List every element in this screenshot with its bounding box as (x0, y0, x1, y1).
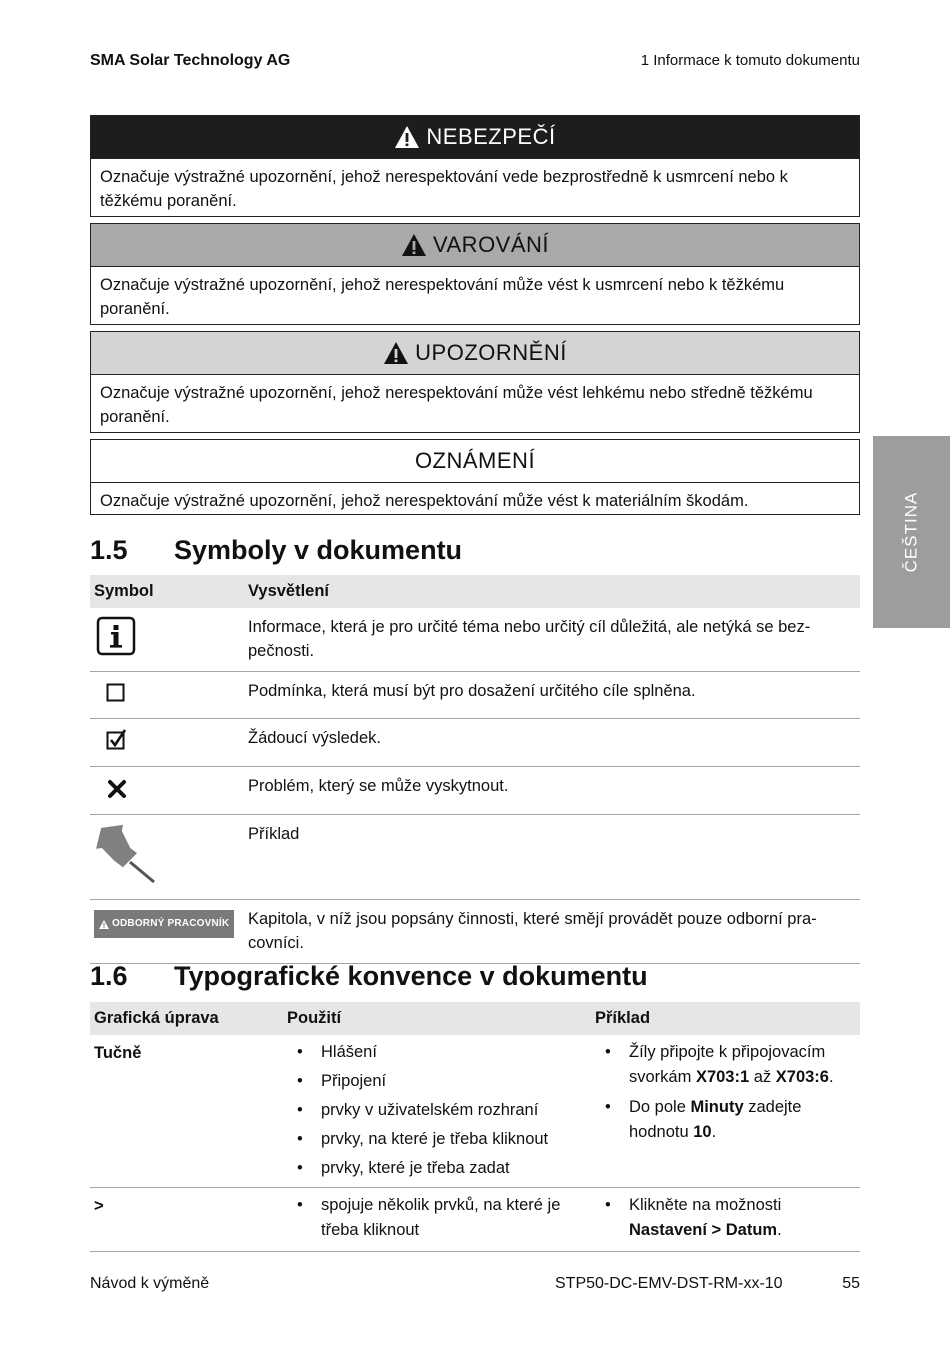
symbol-explanation: Příklad (244, 815, 860, 900)
list-item: • spojuje několik prvků, na které je třeba kliknout (283, 1193, 587, 1242)
symbol-explanation: Žádoucí výsledek. (244, 719, 860, 767)
notice-text: Označuje výstražné upozornění, jehož nerespektování může vést k materiálním škodám. (100, 492, 749, 510)
usage-list (283, 1193, 587, 1242)
pushpin-icon (96, 822, 158, 884)
section-title: Symboly v dokumentu (174, 535, 463, 565)
symbol-explanation: Podmínka, která musí být pro dosažení určitého cíle splněna. (244, 672, 860, 719)
symbol-explanation: Informace, která je pro určité téma nebo určitý cíl důležitá, ale netýká se bez-pečnosti. (244, 608, 860, 672)
section-title: Typografické konvence v dokumentu (174, 961, 648, 991)
symbol-explanation: Kapitola, v níž jsou popsány činnosti, které smějí provádět pouze odborní pra-covníci. (244, 900, 860, 964)
example-list (591, 1193, 856, 1242)
table-row (90, 719, 860, 767)
header-company: SMA Solar Technology AG (90, 52, 291, 69)
badge-label: ODBORNÝ PRACOVNÍK (112, 918, 230, 929)
column-header-example: Příklad (591, 1002, 860, 1035)
danger-title-bar (91, 116, 859, 159)
list-item: • prvky v uživatelském rozhraní (283, 1098, 587, 1123)
usage-list (283, 1040, 587, 1181)
warning-title: VAROVÁNÍ (432, 232, 550, 257)
caution-text: Označuje výstražné upozornění, jehož nerespektování může vést lehkému nebo středně těžkému poranění. (100, 384, 813, 426)
symbols-table (90, 575, 860, 964)
caution-title-bar (91, 332, 859, 375)
format-cell: Tučně (90, 1035, 283, 1188)
column-header-explanation: Vysvětlení (244, 575, 860, 608)
column-header-symbol: Symbol (90, 575, 244, 608)
list-item: • Žíly připojte k připojovacím svorkám X703:1 až X703:6. (591, 1040, 856, 1089)
language-label: ČEŠTINA (901, 491, 921, 573)
warning-triangle-icon (383, 341, 409, 365)
table-header-row (90, 1002, 860, 1035)
column-header-usage: Použití (283, 1002, 591, 1035)
table-row (90, 767, 860, 815)
caution-title: UPOZORNĚNÍ (415, 340, 567, 365)
footer-doc-title: Návod k výměně (90, 1275, 210, 1292)
list-item: • Připojení (283, 1069, 587, 1094)
notice-title: OZNÁMENÍ (414, 448, 536, 473)
caution-box (90, 331, 860, 433)
qualified-person-badge (94, 910, 234, 938)
list-item: • Do pole Minuty zadejte hodnotu 10. (591, 1095, 856, 1144)
header-chapter: 1 Informace k tomuto dokumentu (640, 52, 860, 69)
table-row (90, 900, 860, 964)
warning-triangle-icon (99, 920, 109, 929)
table-row (90, 1188, 860, 1252)
table-row (90, 608, 860, 672)
symbol-explanation: Problém, který se může vyskytnout. (244, 767, 860, 815)
warning-triangle-icon (394, 125, 420, 149)
footer-doc-code: STP50-DC-EMV-DST-RM-xx-10 (555, 1275, 783, 1292)
page-number: 55 (842, 1275, 860, 1292)
list-item: • prvky, které je třeba zadat (283, 1156, 587, 1181)
warning-box (90, 223, 860, 325)
checked-checkbox-icon (106, 729, 128, 751)
section-heading-1-6 (90, 961, 648, 992)
notice-box (90, 439, 860, 515)
info-icon (96, 616, 136, 656)
table-header-row (90, 575, 860, 608)
danger-title: NEBEZPEČÍ (426, 124, 556, 149)
list-item: • prvky, na které je třeba kliknout (283, 1127, 587, 1152)
section-heading-1-5 (90, 535, 462, 566)
cross-icon (107, 779, 127, 799)
format-cell: > (90, 1188, 283, 1252)
column-header-format: Grafická úprava (90, 1002, 283, 1035)
table-row (90, 815, 860, 900)
section-number: 1.6 (90, 961, 128, 991)
danger-box (90, 115, 860, 217)
warning-text: Označuje výstražné upozornění, jehož nerespektování může vést k usmrcení nebo k těžkému poranění. (100, 276, 785, 318)
warning-triangle-icon (401, 233, 427, 257)
table-row (90, 672, 860, 719)
danger-text: Označuje výstražné upozornění, jehož nerespektování vede bezprostředně k usmrcení nebo k těžkému poranění. (100, 168, 788, 210)
warning-title-bar (91, 224, 859, 267)
list-item: • Klikněte na možnosti Nastavení > Datum. (591, 1193, 856, 1242)
empty-checkbox-icon (106, 683, 126, 703)
section-number: 1.5 (90, 535, 128, 565)
list-item: • Hlášení (283, 1040, 587, 1065)
table-row (90, 1035, 860, 1188)
notice-title-bar (91, 440, 859, 483)
language-side-tab (873, 436, 950, 628)
typography-table (90, 1002, 860, 1252)
example-list (591, 1040, 856, 1144)
